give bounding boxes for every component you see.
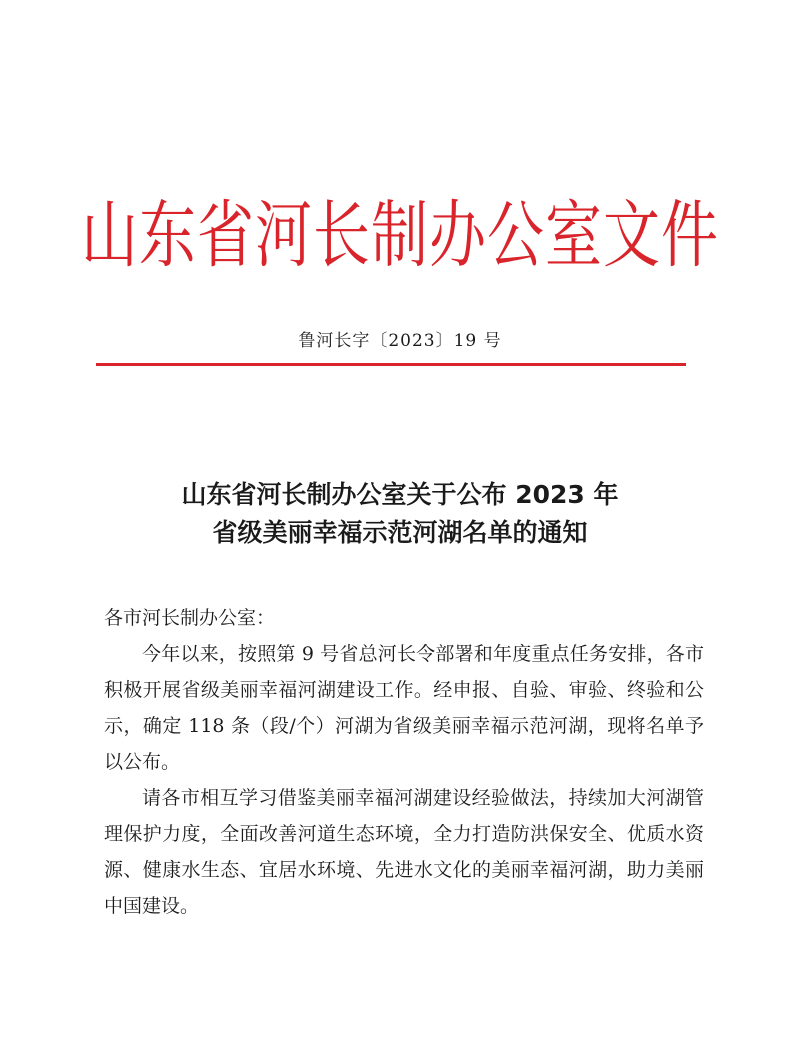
notice-title-line-1: 山东省河长制办公室关于公布 2023 年 — [181, 480, 619, 509]
salutation: 各市河长制办公室： — [104, 607, 276, 629]
document-number: 鲁河长字〔2023〕19 号 — [298, 331, 502, 351]
notice-title — [0, 476, 800, 552]
notice-title-line-2: 省级美丽幸福示范河湖名单的通知 — [212, 518, 588, 547]
masthead-title: 山东省河长制办公室文件 — [81, 193, 719, 278]
body-paragraph-1: 今年以来，按照第 9 号省总河长令部署和年度重点任务安排，各市积极开展省级美丽幸福河湖建设工作。经申报、自验、审验、终验和公示，确定 118 条（段/个）河湖为省级美丽幸福示范河湖，现将名单予以公布。 — [104, 643, 704, 773]
body-paragraph-2: 请各市相互学习借鉴美丽幸福河湖建设经验做法，持续加大河湖管理保护力度，全面改善河道生态环境，全力打造防洪保安全、优质水资源、健康水生态、宜居水环境、先进水文化的美丽幸福河湖，助力美丽中国建设。 — [104, 787, 704, 917]
red-separator-line — [96, 363, 686, 366]
notice-body — [104, 600, 704, 924]
